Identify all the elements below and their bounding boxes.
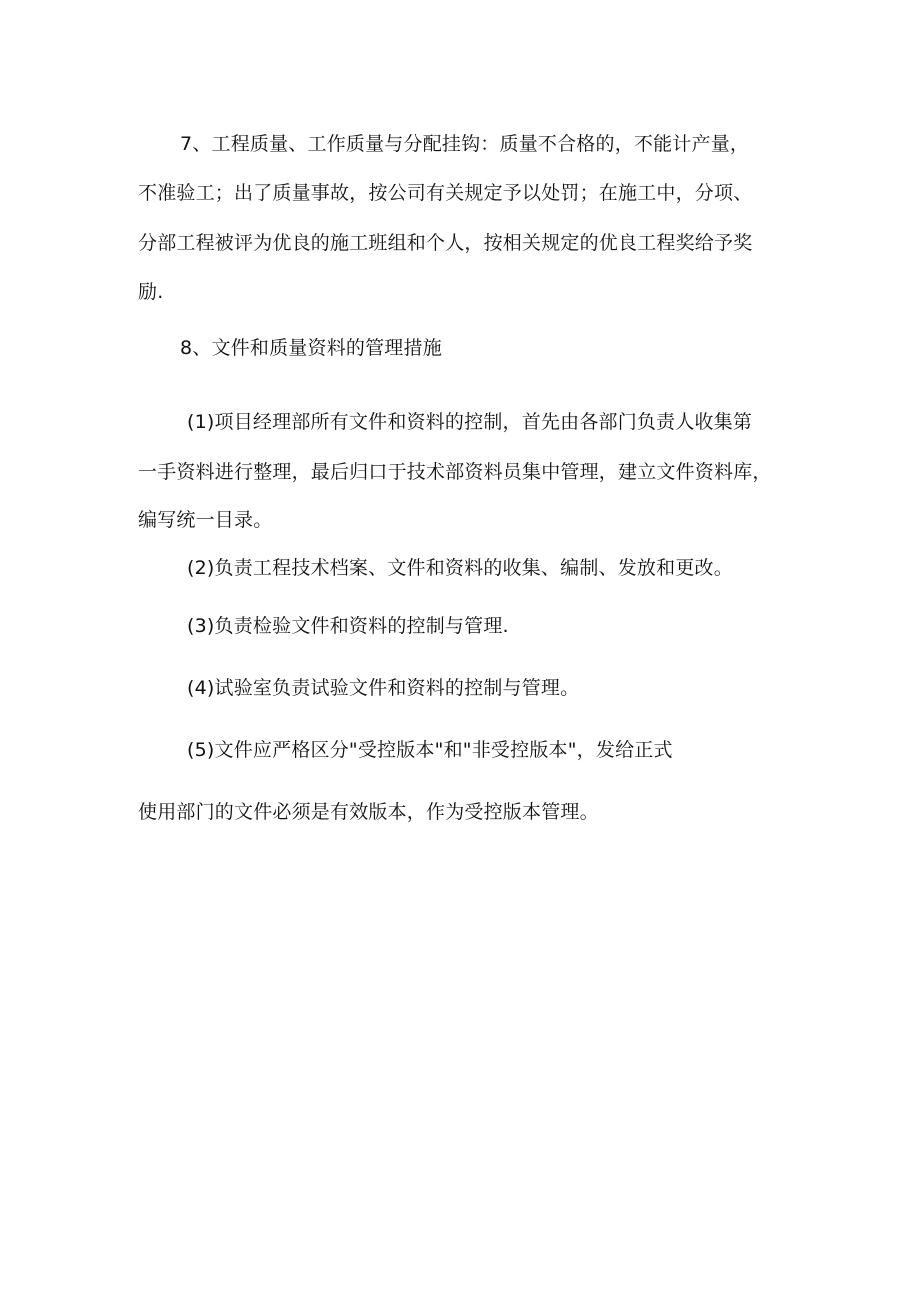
item5-line-1: (5)文件应严格区分"受控版本"和"非受控版本"，发给正式 xyxy=(187,739,673,761)
section7-line-2: 不准验工；出了质量事故，按公司有关规定予以处罚；在施工中，分项、 xyxy=(138,182,753,204)
item3-text: (3)负责检验文件和资料的控制与管理. xyxy=(187,615,509,637)
section7-line-1: 7、工程质量、工作质量与分配挂钩：质量不合格的，不能计产量， xyxy=(180,133,750,155)
item4-text: (4)试验室负责试验文件和资料的控制与管理。 xyxy=(187,677,580,699)
item1-line-1: (1)项目经理部所有文件和资料的控制，首先由各部门负责人收集第 xyxy=(187,411,753,433)
item1-line-2: 一手资料进行整理，最后归口于技术部资料员集中管理，建立文件资料库， xyxy=(138,461,772,483)
section7-line-3: 分部工程被评为优良的施工班组和个人，按相关规定的优良工程奖给予奖 xyxy=(138,232,753,254)
section7-line-4: 励. xyxy=(138,281,164,303)
item2-text: (2)负责工程技术档案、文件和资料的收集、编制、发放和更改。 xyxy=(187,557,733,579)
item1-line-3: 编写统一目录。 xyxy=(138,509,273,531)
section8-heading: 8、文件和质量资料的管理措施 xyxy=(180,337,442,359)
item5-line-2: 使用部门的文件必须是有效版本，作为受控版本管理。 xyxy=(138,801,599,823)
